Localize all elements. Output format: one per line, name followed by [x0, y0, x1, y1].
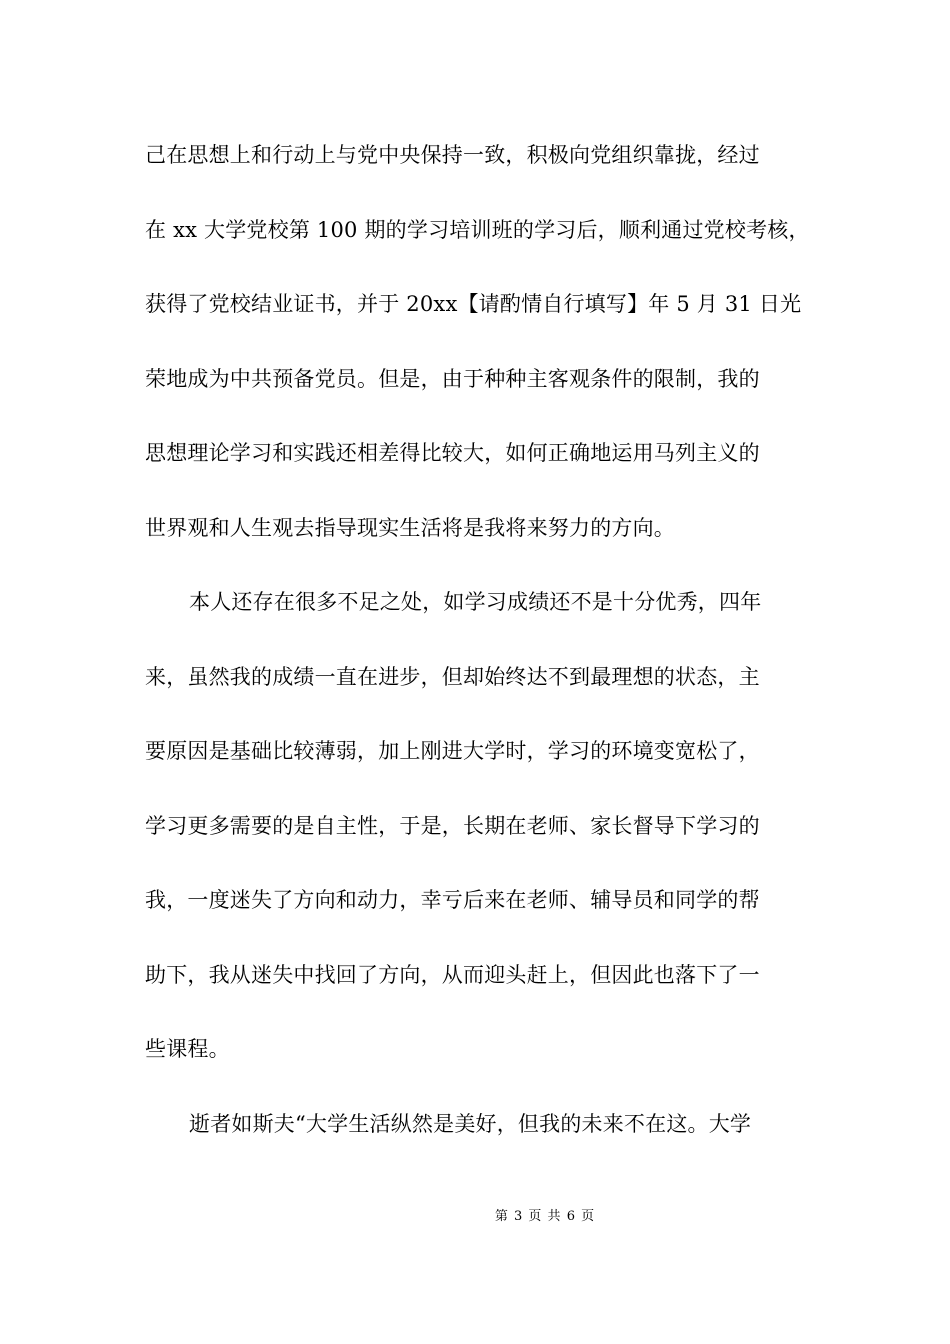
paragraph-start-line: 逝者如斯夫“大学生活纵然是美好，但我的未来不在这。大学: [189, 1111, 752, 1136]
text-line: 学习更多需要的是自主性，于是，长期在老师、家长督导下学习的: [145, 813, 760, 838]
text-line: 思想理论学习和实践还相差得比较大，如何正确地运用马列主义的: [145, 441, 760, 465]
text-line: 己在思想上和行动上与党中央保持一致，积极向党组织靠拢，经过: [145, 143, 760, 167]
text-line: 助下，我从迷失中找回了方向，从而迎头赶上，但因此也落下了一: [145, 962, 760, 987]
text-line: 荣地成为中共预备党员。但是，由于种种主客观条件的限制，我的: [145, 366, 760, 391]
text-line: 来，虽然我的成绩一直在进步，但却始终达不到最理想的状态，主: [145, 664, 760, 689]
text-line: 获得了党校结业证书，并于 20xx【请酌情自行填写】年 5 月 31 日光: [145, 292, 802, 316]
text-line: 要原因是基础比较薄弱，加上刚进大学时，学习的环境变宽松了，: [145, 739, 760, 763]
text-line: 些课程。: [145, 1037, 230, 1061]
text-line: 我，一度迷失了方向和动力，幸亏后来在老师、辅导员和同学的帮: [145, 888, 760, 912]
page-number-footer: 第 3 页 共 6 页: [494, 1209, 596, 1224]
body-text: [145, 132, 825, 1175]
paragraph-start-line: 本人还存在很多不足之处，如学习成绩还不是十分优秀，四年: [189, 590, 762, 614]
text-line: 世界观和人生观去指导现实生活将是我将来努力的方向。: [145, 515, 675, 540]
text-line: 在 xx 大学党校第 100 期的学习培训班的学习后，顺利通过党校考核，: [145, 217, 810, 242]
